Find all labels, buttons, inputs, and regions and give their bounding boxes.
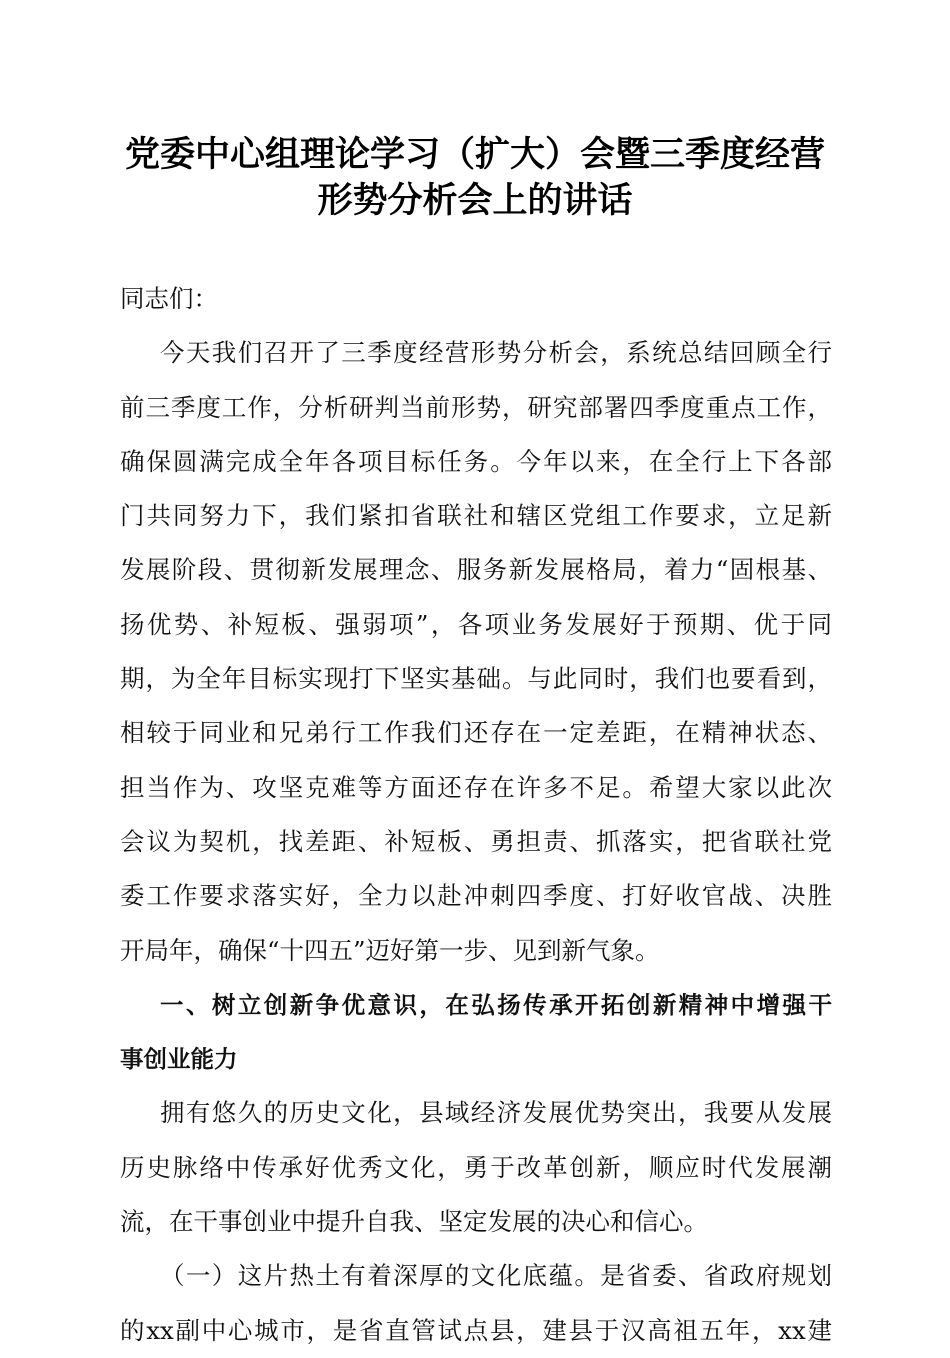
intro-line: 扬优势、补短板、强弱项”，各项业务发展好于预期、优于同 [120, 609, 832, 639]
intro-line: 今天我们召开了三季度经营形势分析会，系统总结回顾全行 [160, 338, 832, 368]
para2-line: 拥有悠久的历史文化，县域经济发展优势突出，我要从发展 [160, 1098, 832, 1128]
intro-line: 担当作为、攻坚克难等方面还存在许多不足。希望大家以此次 [120, 772, 832, 802]
section-heading-1: 一、树立创新争优意识，在弘扬传承开拓创新精神中增强干 [160, 990, 832, 1019]
intro-line: 开局年，确保“十四五”迈好第一步、见到新气象。 [120, 935, 660, 965]
document-body [120, 272, 832, 1358]
para2-line: 流，在干事创业中提升自我、坚定发展的决心和信心。 [120, 1207, 708, 1237]
para3-line: （一）这片热土有着深厚的文化底蕴。是省委、省政府规划 [160, 1261, 832, 1291]
para2-line: 历史脉络中传承好优秀文化，勇于改革创新，顺应时代发展潮 [120, 1152, 832, 1182]
section-heading-1: 事创业能力 [120, 1045, 238, 1074]
title-line: 党委中心组理论学习（扩大）会暨三季度经营 [124, 134, 825, 175]
intro-line: 委工作要求落实好，全力以赴冲刺四季度、打好收官战、决胜 [120, 881, 832, 911]
intro-line: 前三季度工作，分析研判当前形势，研究部署四季度重点工作， [120, 392, 832, 422]
intro-line: 会议为契机，找差距、补短板、勇担责、抓落实，把省联社党 [120, 826, 832, 856]
title-line: 形势分析会上的讲话 [317, 180, 633, 221]
intro-line: 期，为全年目标实现打下坚实基础。与此同时，我们也要看到， [120, 664, 832, 694]
salutation: 同志们： [120, 284, 218, 313]
document-title [80, 132, 870, 224]
intro-line: 相较于同业和兄弟行工作我们还存在一定差距，在精神状态、 [120, 718, 832, 748]
intro-line: 发展阶段、贯彻新发展理念、服务新发展格局，着力“固根基、 [120, 555, 832, 585]
para3-line: 的xx副中心城市，是省直管试点县，建县于汉高祖五年，xx建 [120, 1315, 832, 1345]
intro-line: 确保圆满完成全年各项目标任务。今年以来，在全行上下各部 [120, 446, 832, 476]
intro-line: 门共同努力下，我们紧扣省联社和辖区党组工作要求，立足新 [120, 501, 832, 531]
